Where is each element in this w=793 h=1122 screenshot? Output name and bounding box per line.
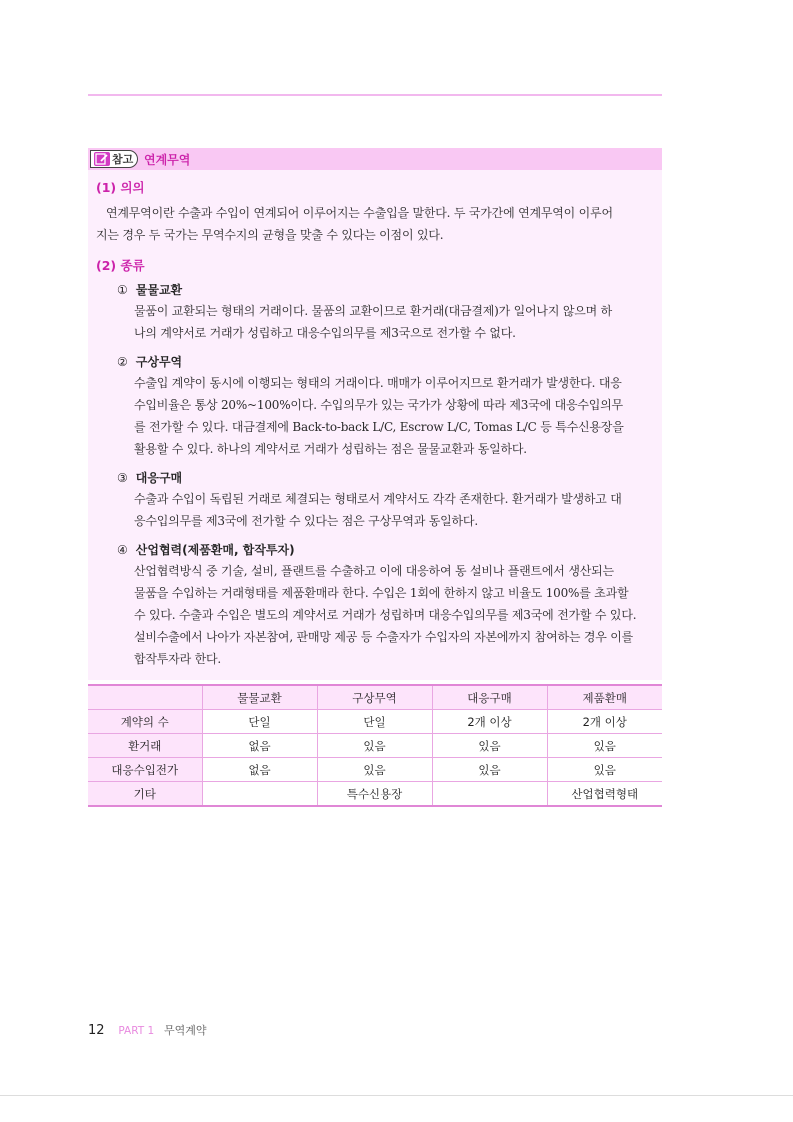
table-row-header: 계약의 수 bbox=[88, 710, 202, 734]
table-row bbox=[88, 782, 662, 807]
table-cell: 있음 bbox=[317, 734, 432, 758]
reference-badge bbox=[90, 150, 138, 168]
table-cell: 있음 bbox=[547, 758, 662, 782]
item-line: 물품이 교환되는 형태의 거래이다. 물품의 교환이므로 환거래(대금결제)가 일어나지 않으며 하 bbox=[134, 304, 613, 318]
table-header-row bbox=[88, 685, 662, 710]
table-cell: 있음 bbox=[317, 758, 432, 782]
table-cell: 있음 bbox=[547, 734, 662, 758]
item-line: 응수입의무를 제3국에 전가할 수 있다는 점은 구상무역과 동일하다. bbox=[134, 514, 478, 528]
section-heading-types: (2) 종류 bbox=[96, 258, 145, 273]
item-line: 산업협력방식 중 기술, 설비, 플랜트를 수출하고 이에 대응하여 동 설비나 플랜트에서 생산되는 bbox=[134, 564, 614, 578]
reference-header bbox=[88, 148, 662, 170]
table-header-cell: 대응구매 bbox=[432, 685, 547, 710]
chapter-label: 무역계약 bbox=[164, 1024, 207, 1037]
bottom-rule bbox=[0, 1095, 793, 1096]
table-cell: 단일 bbox=[317, 710, 432, 734]
page-footer bbox=[88, 1022, 207, 1038]
table-cell: 없음 bbox=[202, 758, 317, 782]
comparison-table bbox=[88, 684, 662, 807]
item-title-barter: ① 물물교환 bbox=[117, 283, 183, 297]
table-cell: 있음 bbox=[432, 758, 547, 782]
item-line: 설비수출에서 나아가 자본참여, 판매망 제공 등 수출자가 수입자의 자본에까지 참여하는 경우 이를 bbox=[134, 630, 634, 644]
item-title-counter-purchase: ③ 대응구매 bbox=[117, 471, 183, 485]
item-title-compensation: ② 구상무역 bbox=[117, 355, 183, 369]
table-cell: 2개 이상 bbox=[432, 710, 547, 734]
item-line: 수입비율은 통상 20%~100%이다. 수입의무가 있는 국가가 상황에 따라 제3국에 대응수입의무 bbox=[134, 398, 623, 412]
badge-label: 참고 bbox=[112, 153, 134, 166]
item-title-industrial-cooperation: ④ 산업협력(제품환매, 합작투자) bbox=[117, 543, 295, 557]
table-cell: 산업협력형태 bbox=[547, 782, 662, 807]
table-row bbox=[88, 758, 662, 782]
part-label: PART 1 bbox=[118, 1025, 155, 1037]
table-header-cell: 제품환매 bbox=[547, 685, 662, 710]
table-cell bbox=[432, 782, 547, 807]
meaning-line-1: 연계무역이란 수출과 수입이 연계되어 이루어지는 수출입을 말한다. 두 국가간에 연계무역이 이루어 bbox=[106, 206, 613, 220]
table-row bbox=[88, 710, 662, 734]
item-line: 수 있다. 수출과 수입은 별도의 계약서로 거래가 성립하며 대응수입의무를 제3국에 전가할 수 있다. bbox=[134, 608, 637, 622]
item-line: 합작투자라 한다. bbox=[134, 652, 221, 666]
table-row-header: 환거래 bbox=[88, 734, 202, 758]
item-line: 수출입 계약이 동시에 이행되는 형태의 거래이다. 매매가 이루어지므로 환거래가 발생한다. 대응 bbox=[134, 376, 622, 390]
table-row bbox=[88, 734, 662, 758]
meaning-line-2: 지는 경우 두 국가는 무역수지의 균형을 맞출 수 있다는 이점이 있다. bbox=[96, 228, 444, 242]
table-header-cell: 물물교환 bbox=[202, 685, 317, 710]
table-cell: 있음 bbox=[432, 734, 547, 758]
section-heading-meaning: (1) 의의 bbox=[96, 180, 145, 195]
table-cell: 2개 이상 bbox=[547, 710, 662, 734]
page-number: 12 bbox=[88, 1023, 105, 1038]
item-line: 나의 계약서로 거래가 성립하고 대응수입의무를 제3국으로 전가할 수 없다. bbox=[134, 326, 516, 340]
item-line: 활용할 수 있다. 하나의 계약서로 거래가 성립하는 점은 물물교환과 동일하다. bbox=[134, 442, 527, 456]
item-line: 수출과 수입이 독립된 거래로 체결되는 형태로서 계약서도 각각 존재한다. 환거래가 발생하고 대 bbox=[134, 492, 622, 506]
table-row-header: 기타 bbox=[88, 782, 202, 807]
top-rule bbox=[88, 94, 662, 96]
table-cell: 없음 bbox=[202, 734, 317, 758]
table-cell: 단일 bbox=[202, 710, 317, 734]
table-header-cell bbox=[88, 685, 202, 710]
table-cell: 특수신용장 bbox=[317, 782, 432, 807]
reference-box bbox=[88, 148, 662, 680]
table-cell bbox=[202, 782, 317, 807]
item-line: 물품을 수입하는 거래형태를 제품환매라 한다. 수입은 1회에 한하지 않고 비율도 100%를 초과할 bbox=[134, 586, 629, 600]
reference-title: 연계무역 bbox=[144, 153, 191, 167]
table-header-cell: 구상무역 bbox=[317, 685, 432, 710]
pencil-icon bbox=[94, 152, 110, 166]
item-line: 를 전가할 수 있다. 대금결제에 Back-to-back L/C, Escrow L/C, Tomas L/C 등 특수신용장을 bbox=[134, 420, 624, 434]
table-row-header: 대응수입전가 bbox=[88, 758, 202, 782]
